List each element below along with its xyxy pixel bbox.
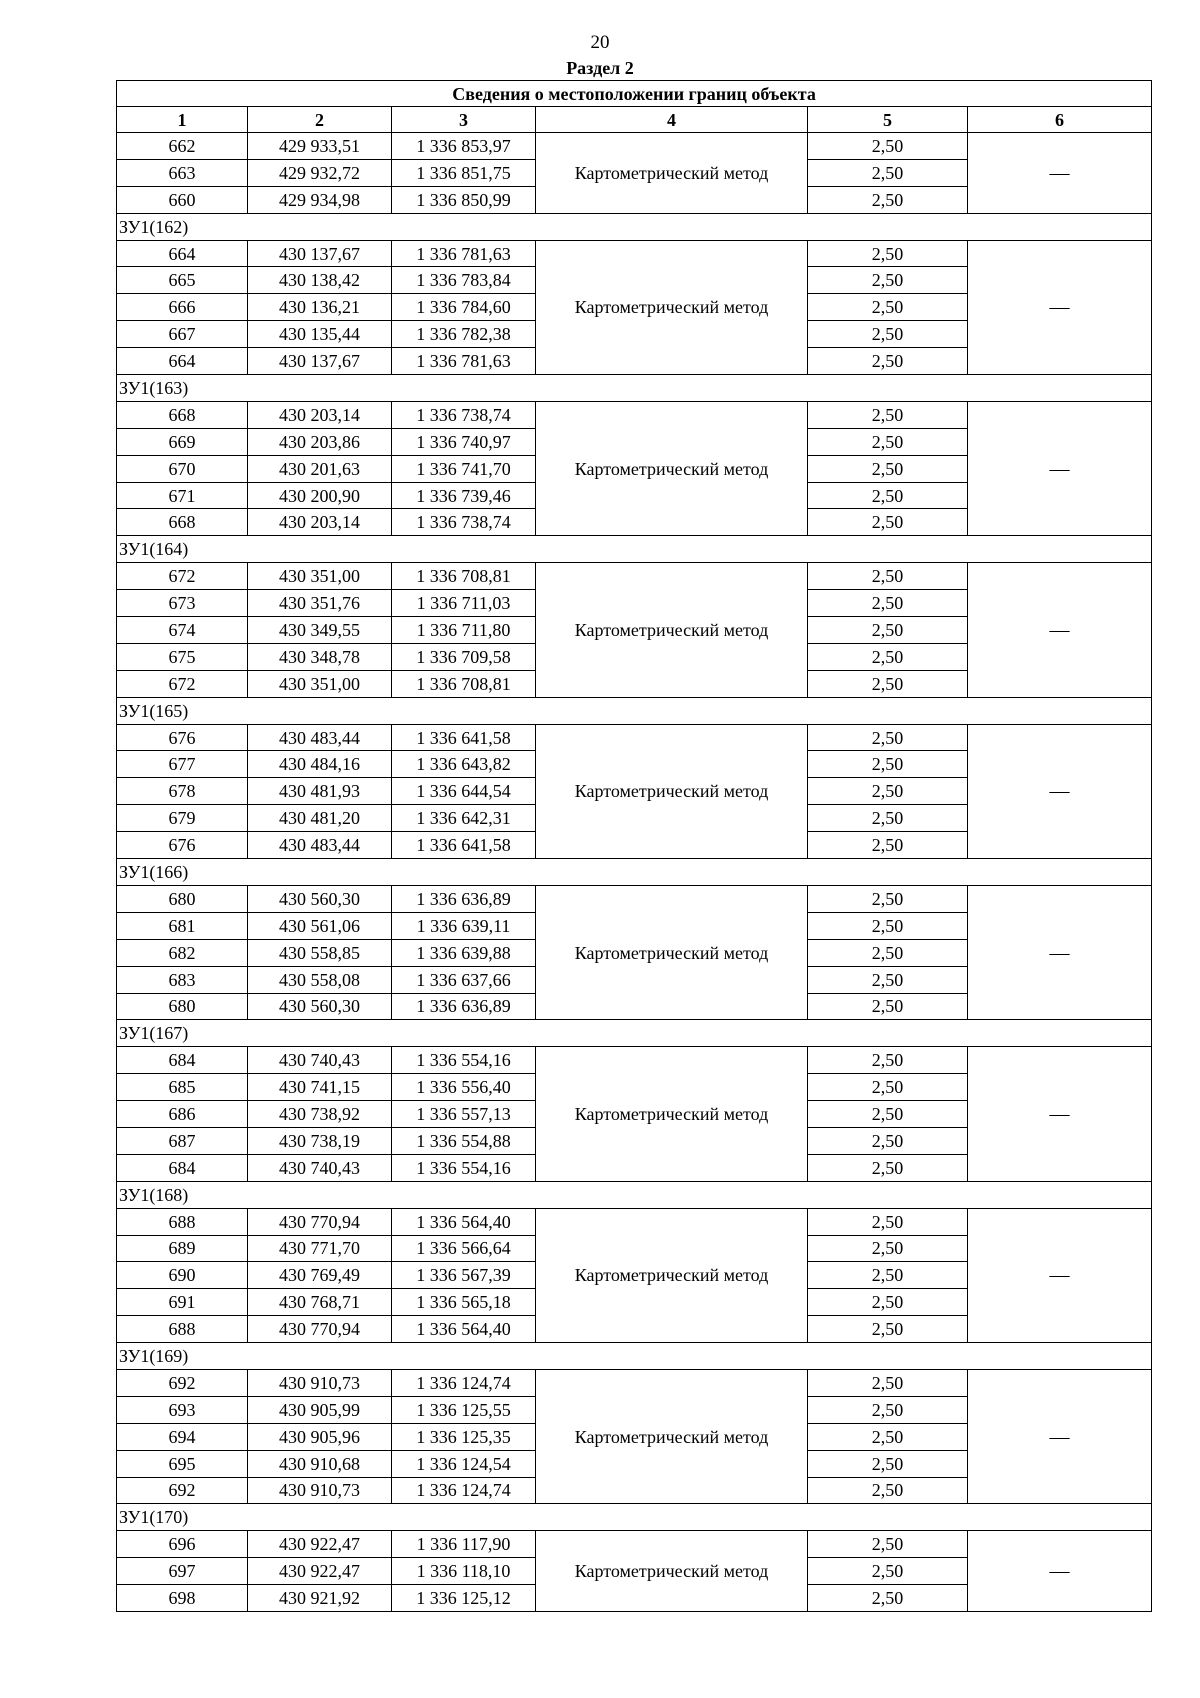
- page-number: 20: [590, 32, 610, 53]
- group-label-row: [117, 536, 1152, 563]
- column-number: 2: [248, 107, 392, 133]
- y-coordinate: 1 336 636,89: [392, 885, 536, 912]
- point-number: 688: [117, 1316, 248, 1343]
- column-number: 3: [392, 107, 536, 133]
- y-coordinate: 1 336 644,54: [392, 778, 536, 805]
- group-label-row: [117, 375, 1152, 402]
- point-number: 689: [117, 1235, 248, 1262]
- group-label: ЗУ1(170): [117, 1504, 1152, 1531]
- point-number: 683: [117, 966, 248, 993]
- x-coordinate: 430 136,21: [248, 294, 392, 321]
- y-coordinate: 1 336 125,12: [392, 1585, 536, 1612]
- x-coordinate: 430 769,49: [248, 1262, 392, 1289]
- boundary-coordinates-table: [116, 80, 1152, 1612]
- note-cell: —: [968, 885, 1152, 1019]
- point-number: 680: [117, 885, 248, 912]
- y-coordinate: 1 336 567,39: [392, 1262, 536, 1289]
- method-cell: Картометрический метод: [536, 240, 808, 374]
- accuracy-value: 2,50: [808, 1369, 968, 1396]
- table-row: [117, 240, 1152, 267]
- point-number: 688: [117, 1208, 248, 1235]
- accuracy-value: 2,50: [808, 1450, 968, 1477]
- point-number: 694: [117, 1423, 248, 1450]
- note-cell: —: [968, 1047, 1152, 1181]
- y-coordinate: 1 336 708,81: [392, 563, 536, 590]
- y-coordinate: 1 336 125,55: [392, 1396, 536, 1423]
- accuracy-value: 2,50: [808, 643, 968, 670]
- point-number: 676: [117, 724, 248, 751]
- section-title: Раздел 2: [566, 58, 634, 78]
- y-coordinate: 1 336 554,16: [392, 1154, 536, 1181]
- accuracy-value: 2,50: [808, 778, 968, 805]
- group-label-row: [117, 1504, 1152, 1531]
- y-coordinate: 1 336 782,38: [392, 321, 536, 348]
- group-label: ЗУ1(168): [117, 1181, 1152, 1208]
- x-coordinate: 430 905,96: [248, 1423, 392, 1450]
- accuracy-value: 2,50: [808, 482, 968, 509]
- x-coordinate: 430 138,42: [248, 267, 392, 294]
- note-cell: —: [968, 401, 1152, 535]
- note-cell: —: [968, 1531, 1152, 1612]
- y-coordinate: 1 336 711,03: [392, 590, 536, 617]
- point-number: 677: [117, 751, 248, 778]
- y-coordinate: 1 336 124,54: [392, 1450, 536, 1477]
- x-coordinate: 430 740,43: [248, 1047, 392, 1074]
- note-cell: —: [968, 724, 1152, 858]
- x-coordinate: 430 770,94: [248, 1316, 392, 1343]
- point-number: 698: [117, 1585, 248, 1612]
- x-coordinate: 430 741,15: [248, 1074, 392, 1101]
- table-row: [117, 1369, 1152, 1396]
- point-number: 674: [117, 617, 248, 644]
- method-cell: Картометрический метод: [536, 1208, 808, 1342]
- table-row: [117, 1047, 1152, 1074]
- accuracy-value: 2,50: [808, 1127, 968, 1154]
- x-coordinate: 430 481,93: [248, 778, 392, 805]
- y-coordinate: 1 336 565,18: [392, 1289, 536, 1316]
- point-number: 667: [117, 321, 248, 348]
- x-coordinate: 430 560,30: [248, 993, 392, 1020]
- accuracy-value: 2,50: [808, 1558, 968, 1585]
- point-number: 665: [117, 267, 248, 294]
- accuracy-value: 2,50: [808, 186, 968, 213]
- x-coordinate: 430 351,00: [248, 670, 392, 697]
- y-coordinate: 1 336 637,66: [392, 966, 536, 993]
- accuracy-value: 2,50: [808, 1423, 968, 1450]
- y-coordinate: 1 336 117,90: [392, 1531, 536, 1558]
- x-coordinate: 430 484,16: [248, 751, 392, 778]
- table-row: [117, 724, 1152, 751]
- accuracy-value: 2,50: [808, 1316, 968, 1343]
- y-coordinate: 1 336 564,40: [392, 1316, 536, 1343]
- point-number: 690: [117, 1262, 248, 1289]
- point-number: 684: [117, 1047, 248, 1074]
- accuracy-value: 2,50: [808, 751, 968, 778]
- group-label: ЗУ1(167): [117, 1020, 1152, 1047]
- x-coordinate: 429 934,98: [248, 186, 392, 213]
- y-coordinate: 1 336 124,74: [392, 1369, 536, 1396]
- y-coordinate: 1 336 643,82: [392, 751, 536, 778]
- accuracy-value: 2,50: [808, 401, 968, 428]
- point-number: 672: [117, 670, 248, 697]
- accuracy-value: 2,50: [808, 563, 968, 590]
- point-number: 696: [117, 1531, 248, 1558]
- x-coordinate: 430 349,55: [248, 617, 392, 644]
- group-label: ЗУ1(163): [117, 375, 1152, 402]
- table-row: [117, 1208, 1152, 1235]
- y-coordinate: 1 336 639,88: [392, 939, 536, 966]
- y-coordinate: 1 336 711,80: [392, 617, 536, 644]
- accuracy-value: 2,50: [808, 1531, 968, 1558]
- accuracy-value: 2,50: [808, 939, 968, 966]
- y-coordinate: 1 336 738,74: [392, 509, 536, 536]
- table-row: [117, 885, 1152, 912]
- group-label: ЗУ1(164): [117, 536, 1152, 563]
- accuracy-value: 2,50: [808, 1154, 968, 1181]
- accuracy-value: 2,50: [808, 240, 968, 267]
- y-coordinate: 1 336 783,84: [392, 267, 536, 294]
- point-number: 675: [117, 643, 248, 670]
- accuracy-value: 2,50: [808, 724, 968, 751]
- x-coordinate: 430 203,14: [248, 401, 392, 428]
- note-cell: —: [968, 240, 1152, 374]
- group-label-row: [117, 697, 1152, 724]
- accuracy-value: 2,50: [808, 1047, 968, 1074]
- group-label-row: [117, 1020, 1152, 1047]
- column-number-row: [117, 107, 1152, 133]
- method-cell: Картометрический метод: [536, 401, 808, 535]
- accuracy-value: 2,50: [808, 805, 968, 832]
- y-coordinate: 1 336 554,16: [392, 1047, 536, 1074]
- y-coordinate: 1 336 556,40: [392, 1074, 536, 1101]
- group-label: ЗУ1(169): [117, 1343, 1152, 1370]
- note-cell: —: [968, 1208, 1152, 1342]
- x-coordinate: 430 481,20: [248, 805, 392, 832]
- point-number: 664: [117, 240, 248, 267]
- y-coordinate: 1 336 125,35: [392, 1423, 536, 1450]
- point-number: 682: [117, 939, 248, 966]
- y-coordinate: 1 336 554,88: [392, 1127, 536, 1154]
- y-coordinate: 1 336 738,74: [392, 401, 536, 428]
- x-coordinate: 430 348,78: [248, 643, 392, 670]
- note-cell: —: [968, 1369, 1152, 1503]
- x-coordinate: 430 137,67: [248, 348, 392, 375]
- point-number: 695: [117, 1450, 248, 1477]
- accuracy-value: 2,50: [808, 294, 968, 321]
- y-coordinate: 1 336 566,64: [392, 1235, 536, 1262]
- point-number: 692: [117, 1369, 248, 1396]
- y-coordinate: 1 336 853,97: [392, 133, 536, 160]
- x-coordinate: 430 738,19: [248, 1127, 392, 1154]
- x-coordinate: 430 200,90: [248, 482, 392, 509]
- method-cell: Картометрический метод: [536, 1531, 808, 1612]
- point-number: 684: [117, 1154, 248, 1181]
- y-coordinate: 1 336 781,63: [392, 240, 536, 267]
- accuracy-value: 2,50: [808, 509, 968, 536]
- accuracy-value: 2,50: [808, 590, 968, 617]
- x-coordinate: 430 768,71: [248, 1289, 392, 1316]
- point-number: 668: [117, 509, 248, 536]
- x-coordinate: 430 351,00: [248, 563, 392, 590]
- x-coordinate: 430 922,47: [248, 1558, 392, 1585]
- accuracy-value: 2,50: [808, 1208, 968, 1235]
- x-coordinate: 430 560,30: [248, 885, 392, 912]
- group-label-row: [117, 1181, 1152, 1208]
- table-caption-row: [117, 81, 1152, 107]
- point-number: 662: [117, 133, 248, 160]
- x-coordinate: 430 201,63: [248, 455, 392, 482]
- x-coordinate: 430 137,67: [248, 240, 392, 267]
- accuracy-value: 2,50: [808, 993, 968, 1020]
- x-coordinate: 430 910,73: [248, 1369, 392, 1396]
- method-cell: Картометрический метод: [536, 724, 808, 858]
- accuracy-value: 2,50: [808, 133, 968, 160]
- group-label-row: [117, 1343, 1152, 1370]
- x-coordinate: 430 905,99: [248, 1396, 392, 1423]
- y-coordinate: 1 336 641,58: [392, 724, 536, 751]
- point-number: 692: [117, 1477, 248, 1504]
- accuracy-value: 2,50: [808, 159, 968, 186]
- point-number: 679: [117, 805, 248, 832]
- accuracy-value: 2,50: [808, 617, 968, 644]
- x-coordinate: 430 910,73: [248, 1477, 392, 1504]
- accuracy-value: 2,50: [808, 1262, 968, 1289]
- x-coordinate: 430 561,06: [248, 912, 392, 939]
- method-cell: Картометрический метод: [536, 1047, 808, 1181]
- y-coordinate: 1 336 851,75: [392, 159, 536, 186]
- table-row: [117, 1531, 1152, 1558]
- accuracy-value: 2,50: [808, 1585, 968, 1612]
- group-label: ЗУ1(165): [117, 697, 1152, 724]
- x-coordinate: 430 558,08: [248, 966, 392, 993]
- x-coordinate: 430 738,92: [248, 1101, 392, 1128]
- point-number: 685: [117, 1074, 248, 1101]
- accuracy-value: 2,50: [808, 1101, 968, 1128]
- note-cell: —: [968, 563, 1152, 697]
- point-number: 697: [117, 1558, 248, 1585]
- accuracy-value: 2,50: [808, 428, 968, 455]
- column-number: 4: [536, 107, 808, 133]
- x-coordinate: 430 351,76: [248, 590, 392, 617]
- point-number: 686: [117, 1101, 248, 1128]
- point-number: 664: [117, 348, 248, 375]
- y-coordinate: 1 336 708,81: [392, 670, 536, 697]
- group-label: ЗУ1(166): [117, 859, 1152, 886]
- x-coordinate: 430 203,86: [248, 428, 392, 455]
- accuracy-value: 2,50: [808, 670, 968, 697]
- method-cell: Картометрический метод: [536, 133, 808, 214]
- accuracy-value: 2,50: [808, 1289, 968, 1316]
- column-number: 1: [117, 107, 248, 133]
- x-coordinate: 430 740,43: [248, 1154, 392, 1181]
- x-coordinate: 430 921,92: [248, 1585, 392, 1612]
- y-coordinate: 1 336 739,46: [392, 482, 536, 509]
- table-row: [117, 563, 1152, 590]
- y-coordinate: 1 336 784,60: [392, 294, 536, 321]
- y-coordinate: 1 336 557,13: [392, 1101, 536, 1128]
- accuracy-value: 2,50: [808, 912, 968, 939]
- y-coordinate: 1 336 564,40: [392, 1208, 536, 1235]
- x-coordinate: 430 483,44: [248, 724, 392, 751]
- y-coordinate: 1 336 741,70: [392, 455, 536, 482]
- point-number: 670: [117, 455, 248, 482]
- point-number: 691: [117, 1289, 248, 1316]
- column-number: 6: [968, 107, 1152, 133]
- point-number: 676: [117, 832, 248, 859]
- group-label-row: [117, 859, 1152, 886]
- group-label-row: [117, 213, 1152, 240]
- point-number: 678: [117, 778, 248, 805]
- y-coordinate: 1 336 740,97: [392, 428, 536, 455]
- y-coordinate: 1 336 118,10: [392, 1558, 536, 1585]
- x-coordinate: 429 933,51: [248, 133, 392, 160]
- accuracy-value: 2,50: [808, 1477, 968, 1504]
- x-coordinate: 430 483,44: [248, 832, 392, 859]
- point-number: 672: [117, 563, 248, 590]
- y-coordinate: 1 336 709,58: [392, 643, 536, 670]
- y-coordinate: 1 336 124,74: [392, 1477, 536, 1504]
- x-coordinate: 430 770,94: [248, 1208, 392, 1235]
- point-number: 681: [117, 912, 248, 939]
- method-cell: Картометрический метод: [536, 1369, 808, 1503]
- point-number: 673: [117, 590, 248, 617]
- point-number: 669: [117, 428, 248, 455]
- point-number: 663: [117, 159, 248, 186]
- point-number: 680: [117, 993, 248, 1020]
- accuracy-value: 2,50: [808, 321, 968, 348]
- point-number: 660: [117, 186, 248, 213]
- accuracy-value: 2,50: [808, 832, 968, 859]
- x-coordinate: 430 135,44: [248, 321, 392, 348]
- method-cell: Картометрический метод: [536, 885, 808, 1019]
- y-coordinate: 1 336 639,11: [392, 912, 536, 939]
- table-row: [117, 401, 1152, 428]
- y-coordinate: 1 336 636,89: [392, 993, 536, 1020]
- y-coordinate: 1 336 641,58: [392, 832, 536, 859]
- group-label: ЗУ1(162): [117, 213, 1152, 240]
- y-coordinate: 1 336 781,63: [392, 348, 536, 375]
- accuracy-value: 2,50: [808, 885, 968, 912]
- accuracy-value: 2,50: [808, 966, 968, 993]
- accuracy-value: 2,50: [808, 1396, 968, 1423]
- column-number: 5: [808, 107, 968, 133]
- accuracy-value: 2,50: [808, 267, 968, 294]
- accuracy-value: 2,50: [808, 348, 968, 375]
- accuracy-value: 2,50: [808, 1074, 968, 1101]
- x-coordinate: 430 922,47: [248, 1531, 392, 1558]
- method-cell: Картометрический метод: [536, 563, 808, 697]
- x-coordinate: 430 771,70: [248, 1235, 392, 1262]
- point-number: 668: [117, 401, 248, 428]
- accuracy-value: 2,50: [808, 1235, 968, 1262]
- note-cell: —: [968, 133, 1152, 214]
- point-number: 666: [117, 294, 248, 321]
- x-coordinate: 429 932,72: [248, 159, 392, 186]
- table-row: [117, 133, 1152, 160]
- x-coordinate: 430 910,68: [248, 1450, 392, 1477]
- y-coordinate: 1 336 642,31: [392, 805, 536, 832]
- table-body: [117, 81, 1152, 1612]
- x-coordinate: 430 558,85: [248, 939, 392, 966]
- accuracy-value: 2,50: [808, 455, 968, 482]
- table-caption: Сведения о местоположении границ объекта: [117, 81, 1152, 107]
- y-coordinate: 1 336 850,99: [392, 186, 536, 213]
- point-number: 693: [117, 1396, 248, 1423]
- point-number: 687: [117, 1127, 248, 1154]
- x-coordinate: 430 203,14: [248, 509, 392, 536]
- point-number: 671: [117, 482, 248, 509]
